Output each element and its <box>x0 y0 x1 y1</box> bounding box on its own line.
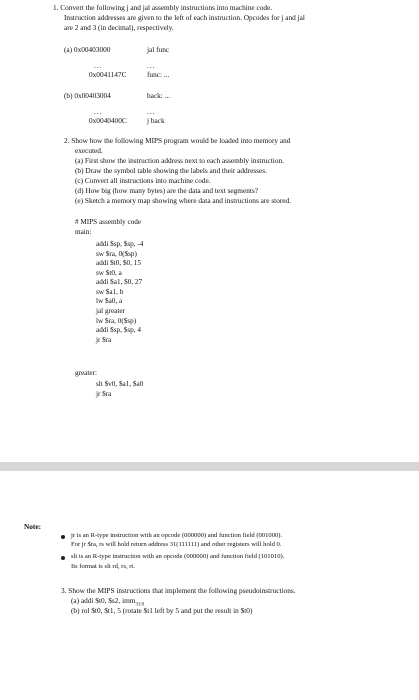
code-label-main: main: <box>75 228 92 236</box>
q1-a-ellipsis-right: ... <box>147 61 156 70</box>
code-line: addi $a1, $0, 27 <box>96 278 143 287</box>
q1-line3: are 2 and 3 (in decimal), respectively. <box>64 23 174 32</box>
q2-line1: 2. Show how the following MIPS program would be loaded into memory and <box>64 136 291 145</box>
q3-part-a-text: (a) addi $t0, $s2, imm <box>71 596 136 605</box>
code-line: sw $t0, a <box>96 268 122 277</box>
code-line: jal greater <box>96 307 125 316</box>
code-label-greater: greater: <box>75 369 97 377</box>
note-bullet-2-line2: Its format is slt rd, rs, rt. <box>71 563 135 570</box>
q3-part-a-subscript: 31:0 <box>135 602 144 608</box>
q1-b-ellipsis-right: ... <box>147 107 156 116</box>
q1-a-instruction-2: func: ... <box>147 70 170 79</box>
note-bullet-2-line1: slt is an R-type instruction with an opcode (000000) and function field (101010). <box>71 553 285 560</box>
code-line: lw $ra, 0($sp) <box>96 316 137 325</box>
page-divider <box>0 462 419 471</box>
bullet-icon <box>61 556 65 560</box>
code-line: addi $sp, $sp, 4 <box>96 326 141 335</box>
q1-b-address: (b) 0x00403004 <box>64 91 111 100</box>
code-line: jr $ra <box>96 389 112 398</box>
code-line: jr $ra <box>96 335 112 344</box>
q3-part-b: (b) rol $t0, $t1, 5 (rotate $t1 left by 5 and put the result in $t0) <box>71 606 253 615</box>
code-line: sw $a1, b <box>96 287 124 296</box>
q1-a-address-2: 0x0041147C <box>89 70 127 79</box>
code-line: addi $t0, $0, 15 <box>96 259 141 268</box>
q1-a-address: (a) 0x00403000 <box>64 45 111 54</box>
q1-a-ellipsis-left: ... <box>94 61 103 70</box>
note-bullet-1-line1: jr is an R-type instruction with an opcode (000000) and function field (001000). <box>71 532 283 539</box>
q1-b-instruction: back: ... <box>147 91 171 100</box>
code-comment: # MIPS assembly code <box>75 218 142 226</box>
code-block-greater <box>96 380 143 399</box>
code-line: addi $sp, $sp, -4 <box>96 240 144 248</box>
q1-b-address-2: 0x0040400C <box>89 116 127 125</box>
q2-part-d: (d) How big (how many bytes) are the data and text segments? <box>75 186 258 195</box>
code-line: sw $ra, 0($sp) <box>96 249 137 258</box>
bullet-icon <box>61 535 65 539</box>
q1-line1: 1. Convert the following j and jal assembly instructions into machine code. <box>53 3 273 12</box>
note-title: Note: <box>24 522 42 531</box>
q1-a-instruction: jal func <box>147 45 170 54</box>
code-line: lw $a0, a <box>96 297 123 306</box>
q2-part-a: (a) First show the instruction address next to each assembly instruction. <box>75 156 284 165</box>
code-line: slt $v0, $a1, $a0 <box>96 380 144 388</box>
q2-part-b: (b) Draw the symbol table showing the labels and their addresses. <box>75 166 267 175</box>
q2-part-c: (c) Convert all instructions into machine code. <box>75 176 211 185</box>
q2-part-e: (e) Sketch a memory map showing where data and instructions are stored. <box>75 196 292 205</box>
q1-b-instruction-2: j back <box>147 116 165 125</box>
q1-b-ellipsis-left: ... <box>94 107 103 116</box>
q2-line2: executed. <box>75 146 103 155</box>
q3-line1: 3. Show the MIPS instructions that implement the following pseudoinstructions. <box>61 586 296 595</box>
q1-line2: Instruction addresses are given to the left of each instruction. Opcodes for j and jal <box>64 13 305 22</box>
code-block-main <box>96 240 143 345</box>
note-bullet-1-line2: For jr $ra, rs will hold return address 31(111111) and other registers will hold 0. <box>71 541 282 548</box>
